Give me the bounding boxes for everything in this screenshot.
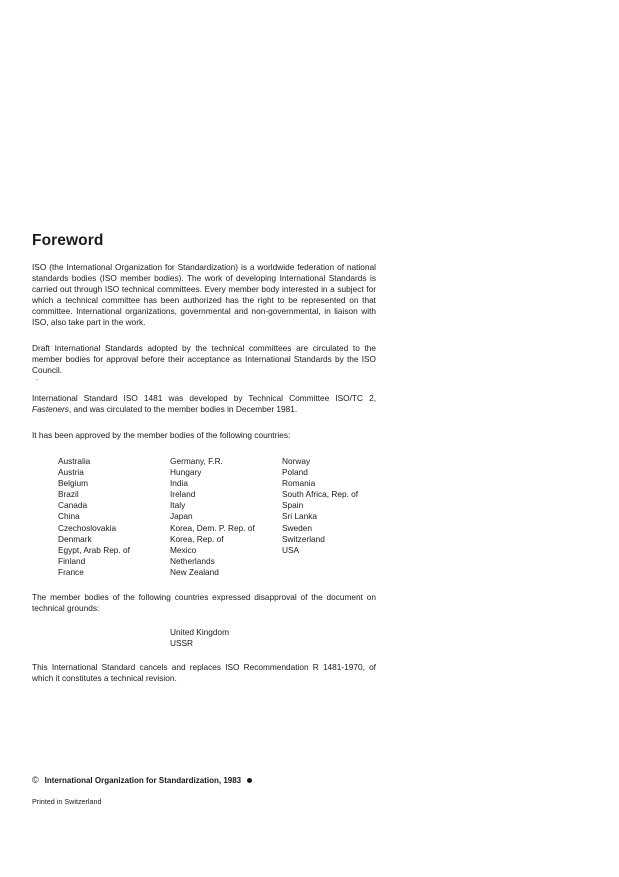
country-list-item: New Zealand (170, 566, 219, 577)
country-list-item: Romania (282, 478, 316, 489)
country-list-item: Netherlands (170, 555, 215, 566)
paragraph-approval: It has been approved by the member bodies of the following countries: (32, 430, 291, 440)
country-list-item: China (58, 511, 80, 522)
country-list-item: India (170, 478, 188, 489)
country-list-item: Sweden (282, 522, 312, 533)
country-list-item: South Africa, Rep. of (282, 489, 359, 500)
country-list-item: Denmark (58, 533, 92, 544)
country-list-item: USSR (170, 638, 194, 649)
country-list-item: Brazil (58, 489, 79, 500)
country-list-item: Poland (282, 467, 308, 478)
disapproved-countries-list (170, 627, 229, 649)
country-list-item: Canada (58, 500, 88, 511)
printed-in-note: Printed in Switzerland (32, 797, 102, 806)
country-list-item: USA (282, 544, 300, 555)
page-title: Foreword (32, 232, 104, 249)
country-list-item: France (58, 566, 84, 577)
country-list-item: Japan (170, 511, 193, 522)
paragraph-disapproval: The member bodies of the following countries expressed disapproval of the document on technical grounds: (32, 592, 376, 614)
bullet-dot-icon (247, 778, 252, 783)
approved-countries-column-3 (282, 456, 358, 556)
country-list-item: Switzerland (282, 533, 325, 544)
paragraph-iso-intro: ISO (the International Organization for Standardization) is a worldwide federation of national standards bodies (ISO member bodies). The work of developing International Standards is carried out through ISO technical committees. Every member body interested in a subject for which a technical committee has been authorized has the right to be represented on that committee. International organizations, governmental and non-governmental, in liaison with ISO, also take part in the work. (32, 262, 376, 328)
approved-countries-column-2 (170, 456, 255, 578)
committee-title-italic: Fasteners (32, 404, 69, 415)
country-list-item: Spain (282, 500, 304, 511)
country-list-item: Italy (170, 500, 186, 511)
country-list-item: Korea, Rep. of (170, 533, 224, 544)
paragraph-development-text-2: , and was circulated to the member bodies in December 1981. (68, 404, 298, 415)
country-list-item: Czechoslovakia (58, 522, 117, 533)
country-list-item: Hungary (170, 467, 202, 478)
copyright-text: International Organization for Standardization, 1983 (44, 775, 242, 785)
stray-mark: - (36, 377, 39, 384)
country-list-item: Korea, Dem. P. Rep. of (170, 522, 255, 533)
country-list-item: Belgium (58, 478, 88, 489)
country-list-item: Finland (58, 555, 86, 566)
copyright-line (32, 775, 252, 785)
paragraph-development-text-1: International Standard ISO 1481 was developed by Technical Committee ISO/TC 2, (32, 393, 376, 403)
approved-countries-column-1 (58, 456, 130, 578)
country-list-item: Austria (58, 467, 84, 478)
country-list-item: Egypt, Arab Rep. of (58, 544, 130, 555)
country-list-item: Germany, F.R. (170, 456, 223, 466)
paragraph-replacement: This International Standard cancels and replaces ISO Recommendation R 1481-1970, of which it constitutes a technical revision. (32, 662, 376, 684)
country-list-item: Sri Lanka (282, 511, 318, 522)
country-list-item: Mexico (170, 544, 197, 555)
paragraph-development (32, 393, 376, 415)
country-list-item: Ireland (170, 489, 196, 500)
country-list-item: Norway (282, 456, 311, 466)
country-list-item: United Kingdom (170, 627, 230, 637)
country-list-item: Australia (58, 456, 91, 466)
copyright-icon: © (32, 775, 39, 785)
paragraph-draft-standards: Draft International Standards adopted by the technical committees are circulated to the member bodies for approval before their acceptance as International Standards by the ISO Council. (32, 343, 376, 376)
